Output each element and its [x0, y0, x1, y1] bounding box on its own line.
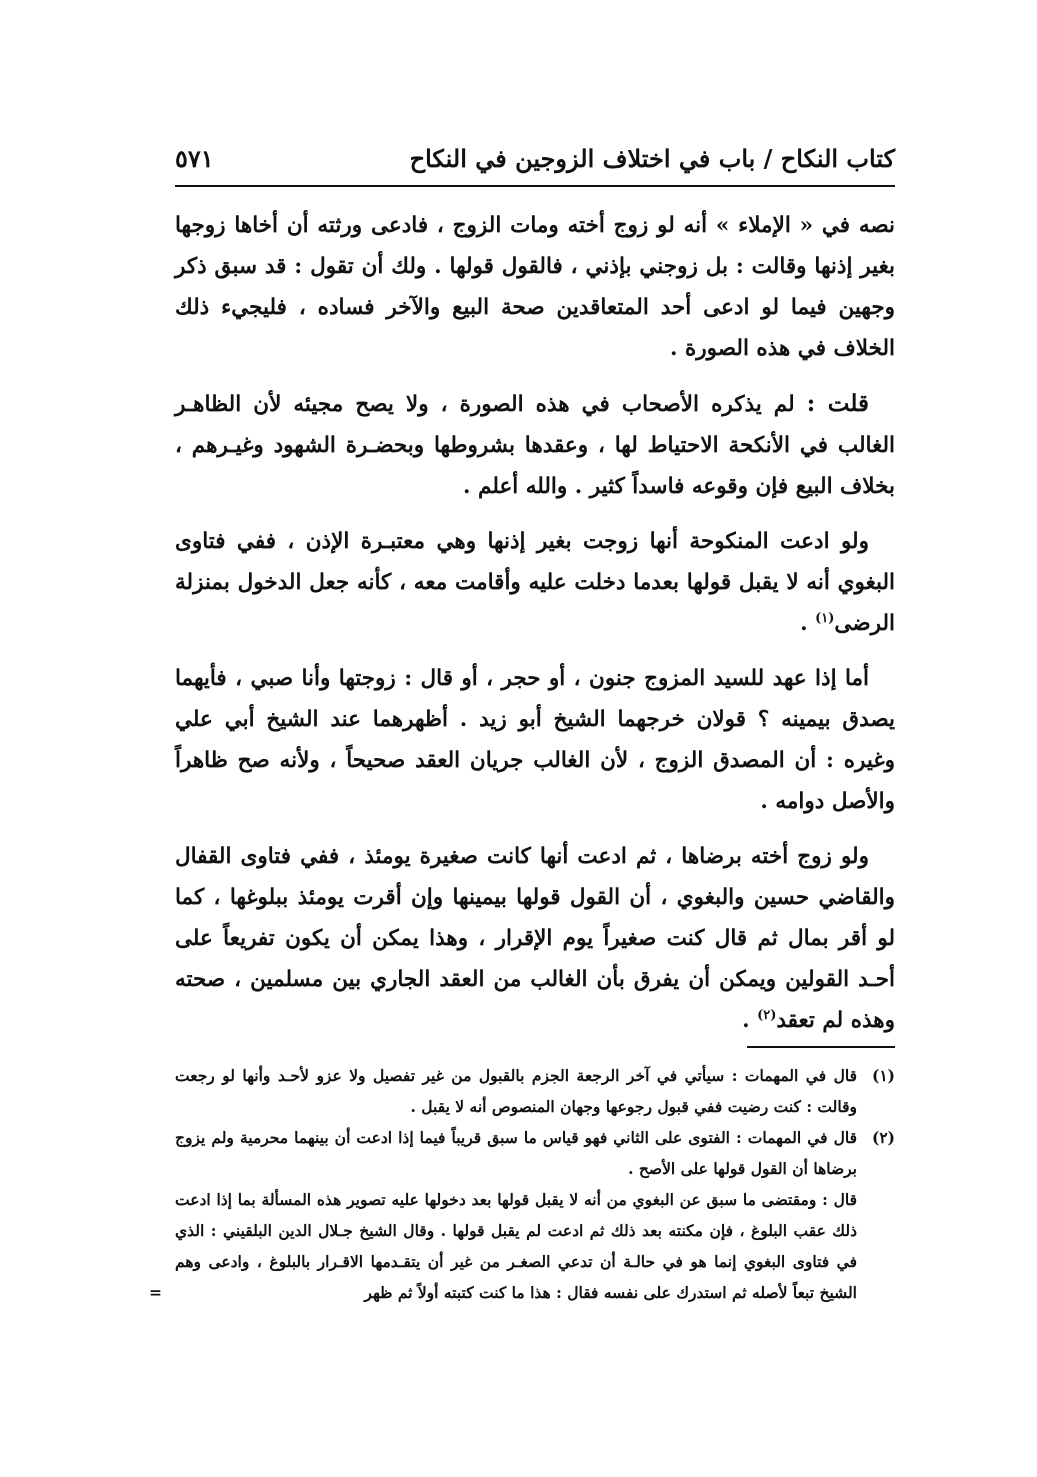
footnote-ref-1[interactable]: (١)	[815, 610, 835, 626]
paragraph-3-text: ولو ادعت المنكوحة أنها زوجت بغير إذنها وهي معتبـرة الإذن ، ففي فتاوى البغوي أنه لا يقبل قولها بعدما دخلت عليه وأقامت معه ، كأنه جعل الدخول بمنزلة الرضى	[175, 529, 895, 636]
footnote-1-text: قال في المهمات : سيأتي في آخر الرجعة الجزم بالقبول من غير تفصيل ولا عزو لأحـد وأنها لو رجعت وقالت : كنت رضيت ففي قبول رجوعها وجهان المنصوص أنه لا يقبل .	[175, 1066, 857, 1116]
footnote-ref-2[interactable]: (٢)	[757, 1007, 777, 1023]
paragraph-3-end: .	[800, 611, 816, 636]
page-number: ٥٧١	[175, 144, 214, 173]
footnote-1-number: (١)	[871, 1066, 895, 1085]
footnote-1	[175, 1060, 895, 1122]
paragraph-1: نصه في « الإملاء » أنه لو زوج أخته ومات الزوج ، فادعى ورثته أن أخاها زوجها بغير إذنها وقالت : بل زوجني بإذني ، فالقول قولها . ولك أن تقول : قد سبق ذكر وجهين فيما لو ادعى أحد المتعاقدين صحة البيع والآخر فساده ، فليجيء ذلك الخلاف في هذه الصورة .	[175, 213, 895, 361]
running-header	[175, 140, 895, 180]
footnote-2-continuation	[149, 1184, 895, 1308]
paragraph-5-text: ولو زوج أخته برضاها ، ثم ادعت أنها كانت صغيرة يومئذ ، ففي فتاوى القفال والقاضي حسين والبغوي ، أن القول قولها بيمينها وإن أقرت يومئذ ببلوغها ، كما لو أقر بمال ثم قال كنت صغيراً يوم الإقرار ، وهذا يمكن أن يكون تفريعاً على أحـد القولين ويمكن أن يفرق بأن الغالب من العقد الجاري بين مسلمين ، صحته وهذه لم تعقد	[175, 844, 895, 1033]
paragraph-4: أما إذا عهد للسيد المزوج جنون ، أو حجر ، أو قال : زوجتها وأنا صبي ، فأيهما يصدق بيمينه ؟ قولان خرجهما الشيخ أبو زيد . أظهرهما عند الشيخ أبي علي وغيره : أن المصدق الزوج ، لأن الغالب جريان العقد صحيحاً ، ولأنه صح ظاهراً والأصل دوامه .	[175, 666, 895, 814]
continuation-mark: =	[149, 1283, 162, 1302]
paragraph-5-end: .	[742, 1008, 758, 1033]
paragraph-3	[175, 521, 895, 644]
header-divider	[175, 185, 895, 187]
paragraph-2-text: لم يذكره الأصحاب في هذه الصورة ، ولا يصح مجيئه لأن الظاهـر الغالب في الأنكحة الاحتياط لها ، وعقدها بشروطها وبحضـرة الشهود وغيـرهم ، بخلاف البيع فإن وقوعه فاسداً كثير . والله أعلم .	[175, 392, 895, 499]
footnote-2-continuation-text: قال : ومقتضى ما سبق عن البغوي من أنه لا يقبل قولها بعد دخولها عليه تصوير هذه المسألة بما إذا ادعت ذلك عقب البلوغ ، فإن مكنته بعد ذلك ثم ادعت لم يقبل قولها . وقال الشيخ جـلال الدين البلقيني : الذي في فتاوى البغوي إنما هو في حالـة أن تدعي الصغـر من غير أن يتقـدمها الاقـرار بالبلوغ ، وادعى وهم الشيخ تبعاً لأصله ثم استدرك على نفسه فقال : هذا ما كنت كتبته أولاً ثم ظهر	[175, 1190, 857, 1302]
paragraph-5	[175, 836, 895, 1041]
footnote-2-text: قال في المهمات : الفتوى على الثاني فهو قياس ما سبق قريباً فيما إذا ادعت أن بينهما محرمية ولم يزوج برضاها أن القول قولها على الأصح .	[175, 1128, 857, 1178]
footnotes	[149, 1060, 895, 1308]
paragraph-2-term: قلت :	[806, 390, 869, 417]
footnote-2	[175, 1122, 895, 1184]
main-text	[175, 205, 895, 1055]
chapter-title: كتاب النكاح / باب في اختلاف الزوجين في النكاح	[409, 144, 895, 173]
footnote-2-number: (٢)	[871, 1128, 895, 1147]
footnote-divider	[747, 1046, 895, 1048]
paragraph-2	[175, 383, 895, 507]
